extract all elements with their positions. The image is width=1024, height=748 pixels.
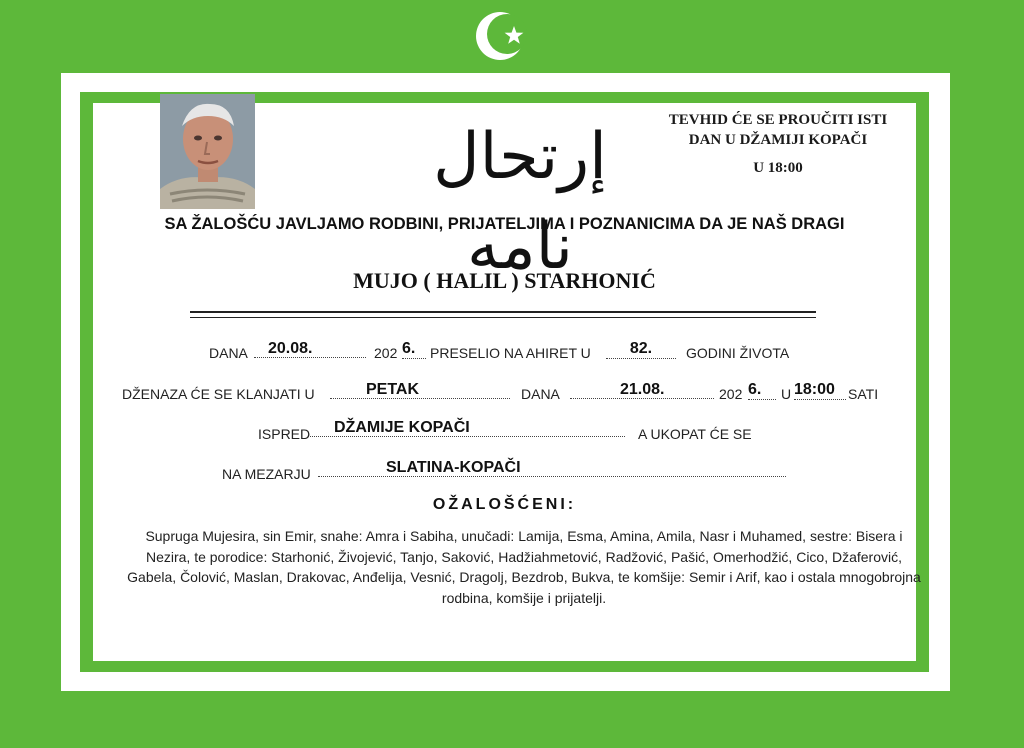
year-digit: 6. bbox=[402, 340, 426, 359]
announcement-intro: SA ŽALOŠĆU JAVLJAMO RODBINI, PRIJATELJIMA I POZNANICIMA DA JE NAŠ DRAGI bbox=[164, 215, 845, 233]
label-ispred: ISPRED bbox=[258, 426, 311, 442]
label-ukopat: A UKOPAT ĆE SE bbox=[638, 426, 752, 442]
portrait-photo bbox=[160, 94, 255, 209]
label-preselio: PRESELIO NA AHIRET U bbox=[430, 345, 591, 361]
cemetery-name: SLATINA-KOPAČI bbox=[318, 459, 786, 477]
funeral-time: 18:00 bbox=[794, 381, 846, 400]
funeral-day: PETAK bbox=[330, 381, 510, 399]
tevhid-line-2: DAN U DŽAMIJI KOPAČI bbox=[688, 132, 868, 148]
mourners-list: Supruga Mujesira, sin Emir, snahe: Amra i Sabiha, unučadi: Lamija, Esma, Amina, Amila, Nasr i Muhamed, sestre: Bisera i Nezira, te porodice: Starhonić, Živojević, Tanjo, Saković, Hadžiahmetović, Radžović, Pašić, Omerhodžić, Cico, Džaferović, Gabela, Čolović, Maslan, Drakovac, Anđelija, Vesnić, Dragolj, Bezdrob, Bukva, te komšije: Semir i Arif, kao i ostala mnogobrojna rodbina, komšije i prijatelji. bbox=[127, 528, 921, 606]
mourners-title: OŽALOŠĆENI: bbox=[432, 496, 577, 513]
deceased-name: MUJO ( HALIL ) STARHONIĆ bbox=[353, 268, 656, 293]
date-of-death: 20.08. bbox=[254, 340, 366, 358]
label-godini: GODINI ŽIVOTA bbox=[686, 345, 790, 361]
tevhid-notice bbox=[630, 110, 926, 178]
arabic-title: إرتحال نامه bbox=[433, 120, 607, 284]
year-digit-2: 6. bbox=[748, 381, 776, 400]
label-year-2: 202 bbox=[719, 386, 743, 402]
funeral-place: DŽAMIJE KOPAČI bbox=[310, 419, 625, 437]
funeral-date: 21.08. bbox=[570, 381, 714, 399]
crescent-star-icon bbox=[474, 8, 530, 64]
label-year: 202 bbox=[374, 345, 398, 361]
label-sati: SATI bbox=[848, 386, 879, 402]
tevhid-line-1: TEVHID ĆE SE PROUČITI ISTI bbox=[668, 112, 888, 128]
double-divider bbox=[190, 311, 816, 318]
label-dzenaza: DŽENAZA ĆE SE KLANJATI U bbox=[122, 386, 315, 402]
age: 82. bbox=[606, 340, 676, 359]
label-mezarju: NA MEZARJU bbox=[222, 466, 311, 482]
label-dana-2: DANA bbox=[521, 386, 560, 402]
tevhid-time: U 18:00 bbox=[753, 160, 803, 176]
label-u: U bbox=[781, 386, 792, 402]
label-dana: DANA bbox=[209, 345, 248, 361]
